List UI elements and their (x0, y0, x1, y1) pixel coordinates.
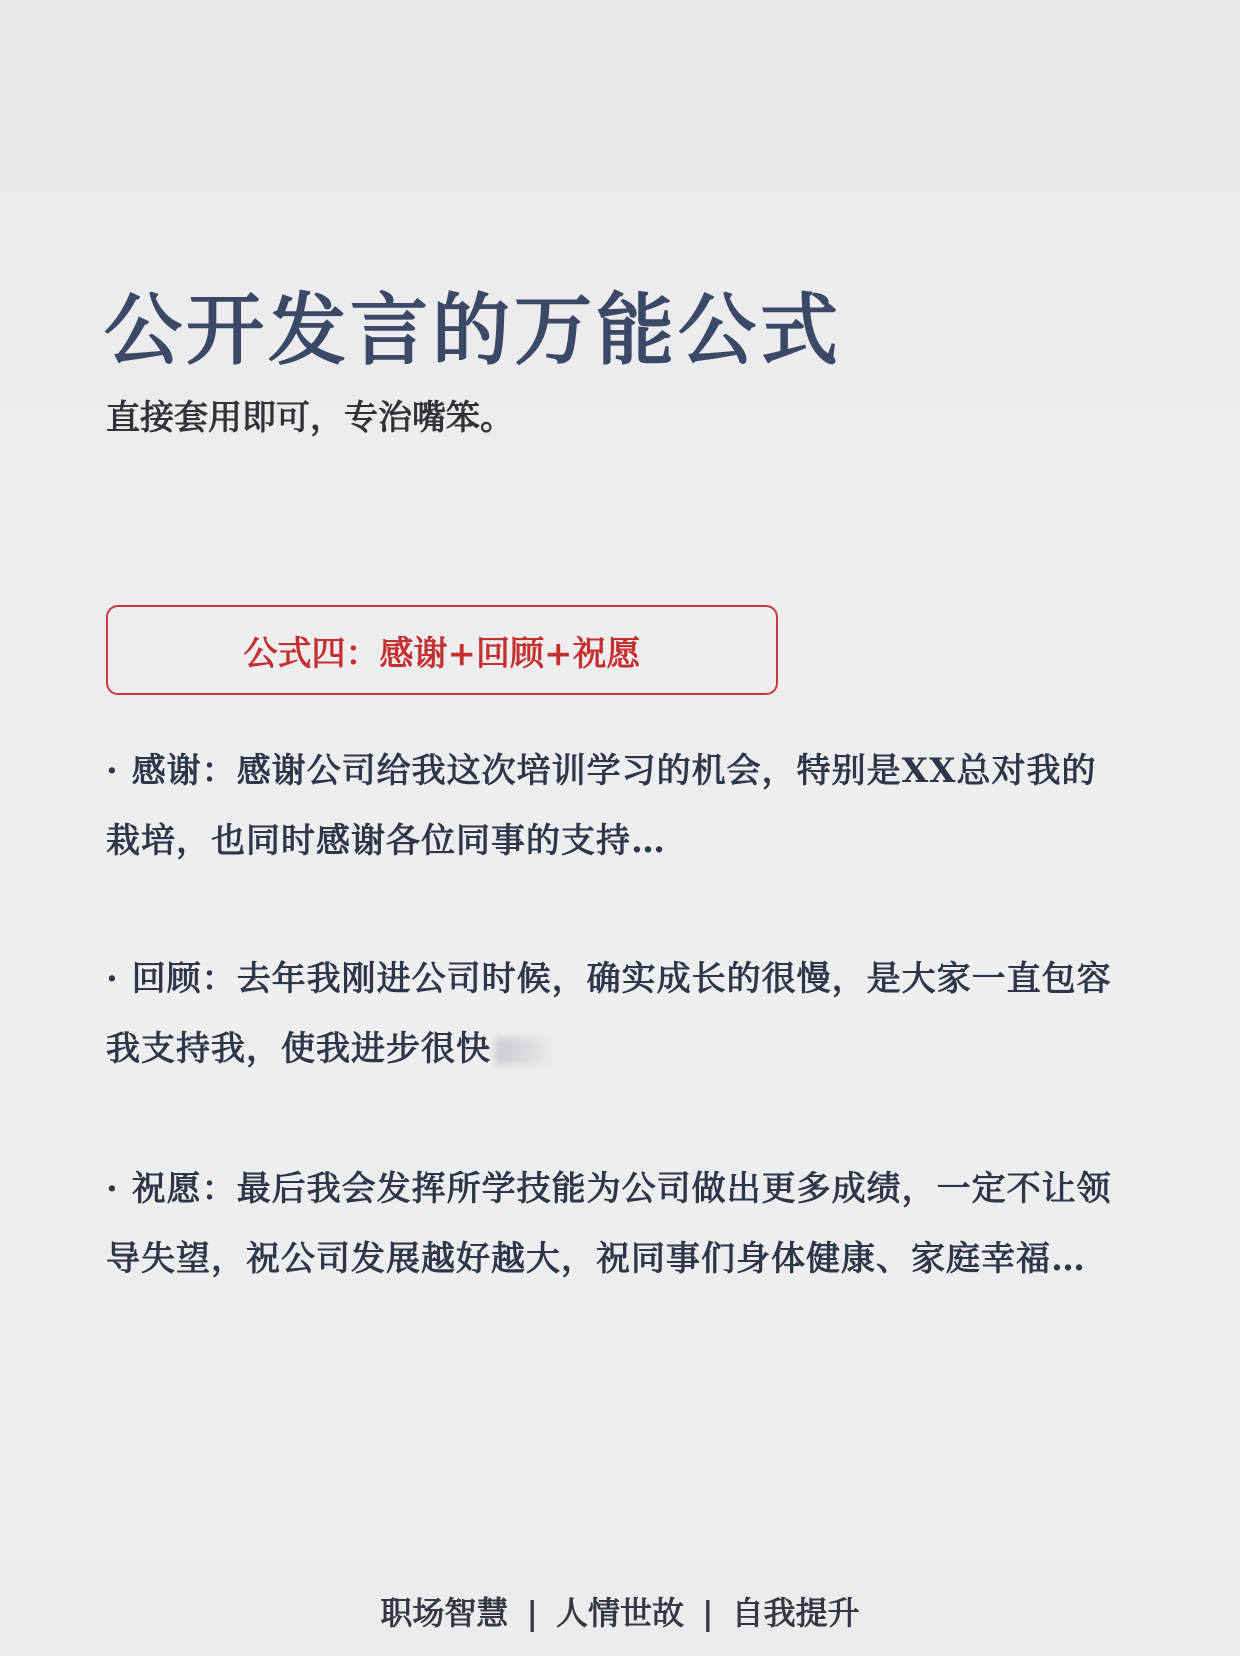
page-subtitle: 直接套用即可，专治嘴笨。 (106, 398, 514, 438)
bullet-dot: · (106, 751, 132, 791)
blurred-region (495, 1037, 555, 1065)
footer-tag: 自我提升 (731, 1594, 860, 1632)
section-heading: 感谢： (131, 751, 237, 791)
section-review (106, 944, 1126, 1084)
formula-label: 公式四：感谢+回顾+祝愿 (243, 633, 641, 674)
footer-tag: 职场智慧 (380, 1594, 509, 1632)
page-title: 公开发言的万能公式 (104, 285, 843, 376)
footer-tags (0, 1588, 1240, 1634)
section-wishes (106, 1154, 1126, 1294)
section-text: 去年我刚进公司时候，确实成长的很慢，是大家一直包容我支持我，使我进步很快 (106, 959, 1112, 1069)
bullet-dot: · (106, 959, 132, 999)
footer-separator: | (526, 1594, 538, 1632)
footer-separator: | (702, 1594, 714, 1632)
section-thanks (106, 736, 1126, 876)
section-heading: 祝愿： (131, 1169, 237, 1209)
section-text: 最后我会发挥所学技能为公司做出更多成绩，一定不让领导失望，祝公司发展越好越大，祝同事们身体健康、家庭幸福… (106, 1169, 1112, 1279)
formula-box (106, 605, 778, 695)
right-edge-strip (1240, 0, 1246, 1660)
footer-tag: 人情世故 (555, 1594, 684, 1632)
section-text: 感谢公司给我这次培训学习的机会，特别是XX总对我的栽培，也同时感谢各位同事的支持… (106, 751, 1097, 861)
bullet-dot: · (106, 1169, 132, 1209)
section-heading: 回顾： (131, 959, 237, 999)
